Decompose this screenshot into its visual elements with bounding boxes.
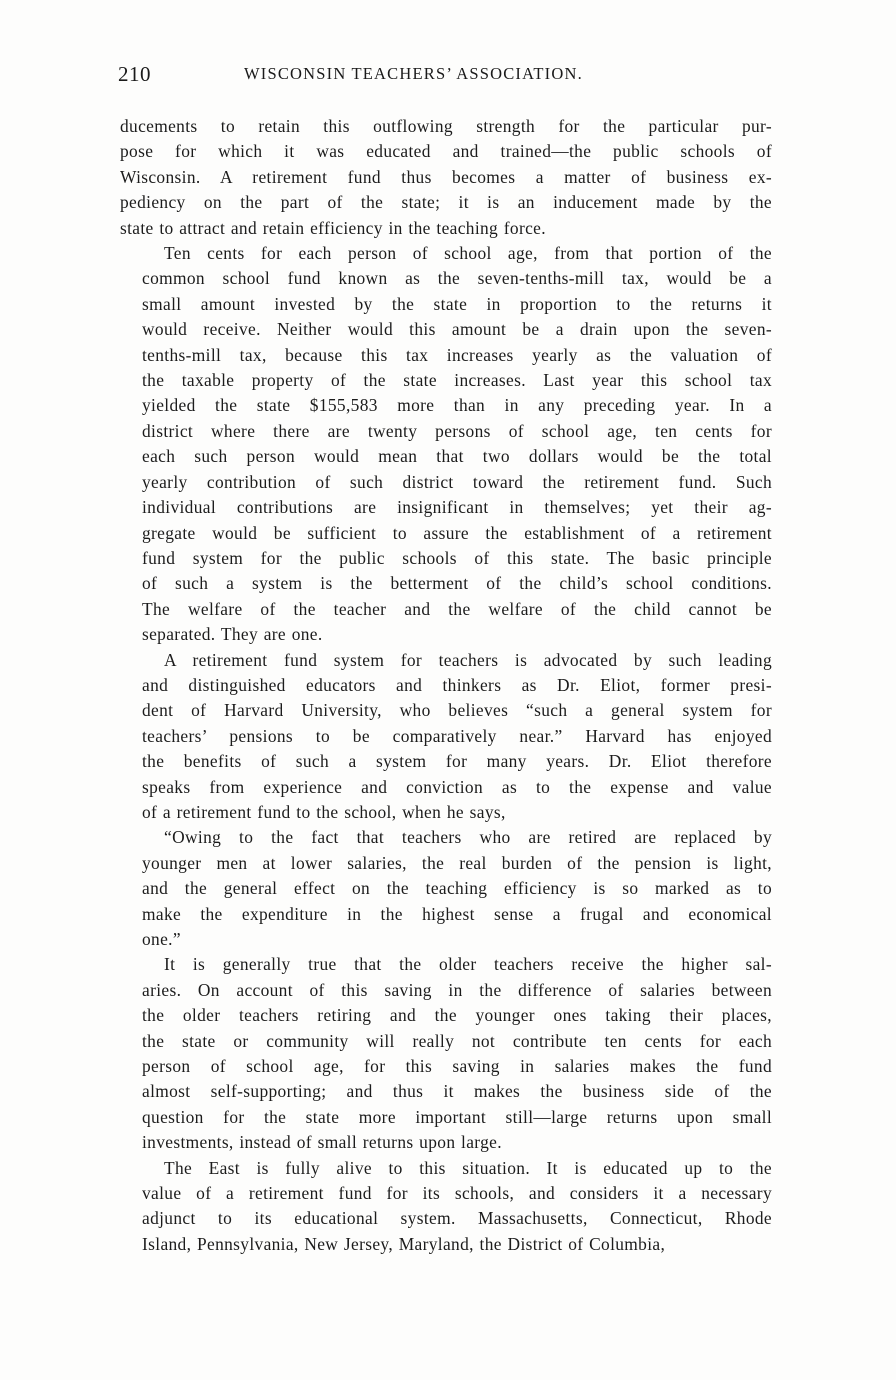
text-line: It is generally true that the older teachers receive the higher sal-: [164, 954, 772, 975]
paragraph: [120, 648, 772, 826]
text-line: value of a retirement fund for its schools, and considers it a necessary: [142, 1183, 772, 1204]
text-line: the benefits of such a system for many years. Dr. Eliot therefore: [142, 751, 772, 772]
paragraph: [120, 952, 772, 1155]
text-line: gregate would be sufficient to assure the establishment of a retirement: [142, 522, 772, 543]
text-line: younger men at lower salaries, the real burden of the pension is light,: [142, 852, 772, 873]
text-line: and the general effect on the teaching efficiency is so marked as to: [142, 878, 772, 899]
running-head: WISCONSIN TEACHERS’ ASSOCIATION.: [244, 64, 583, 83]
text-line: almost self-supporting; and thus it makes the business side of the: [142, 1081, 772, 1102]
text-line: common school fund known as the seven-tenths-mill tax, would be a: [142, 268, 772, 289]
text-line: speaks from experience and conviction as to the expense and value: [142, 776, 772, 797]
text-line: pose for which it was educated and trained—the public schools of: [120, 141, 772, 162]
text-line: make the expenditure in the highest sense a frugal and economical: [142, 903, 772, 924]
text-line: dent of Harvard University, who believes “such a general system for: [142, 700, 772, 721]
text-line: yielded the state $155,583 more than in any preceding year. In a: [142, 395, 772, 416]
text-line: Wisconsin. A retirement fund thus becomes a matter of business ex-: [120, 166, 772, 187]
paragraph: [120, 825, 772, 952]
text-line: district where there are twenty persons of school age, ten cents for: [142, 420, 772, 441]
body-text: [120, 114, 772, 1257]
text-line: pediency on the part of the state; it is an inducement made by the: [120, 192, 772, 213]
text-line: and distinguished educators and thinkers as Dr. Eliot, former presi-: [142, 674, 772, 695]
text-line: yearly contribution of such district toward the retirement fund. Such: [142, 471, 772, 492]
page-number: 210: [118, 62, 151, 86]
text-line: of such a system is the betterment of the child’s school conditions.: [142, 573, 772, 594]
paragraph: [120, 1156, 772, 1258]
text-line: investments, instead of small returns upon large.: [142, 1132, 502, 1153]
text-line: the older teachers retiring and the younger ones taking their places,: [142, 1005, 772, 1026]
text-line: state to attract and retain efficiency in the teaching force.: [120, 217, 546, 238]
text-line: small amount invested by the state in proportion to the returns it: [142, 293, 772, 314]
text-line: the taxable property of the state increases. Last year this school tax: [142, 370, 772, 391]
text-line: tenths-mill tax, because this tax increases yearly as the valuation of: [142, 344, 772, 365]
text-line: adjunct to its educational system. Massachusetts, Connecticut, Rhode: [142, 1208, 772, 1229]
text-line: of a retirement fund to the school, when he says,: [142, 801, 506, 822]
text-line: The welfare of the teacher and the welfare of the child cannot be: [142, 598, 772, 619]
text-line: fund system for the public schools of this state. The basic principle: [142, 547, 772, 568]
text-line: person of school age, for this saving in salaries makes the fund: [142, 1056, 772, 1077]
paragraph: [120, 114, 772, 241]
text-line: Ten cents for each person of school age, from that portion of the: [164, 243, 772, 264]
text-line: each such person would mean that two dollars would be the total: [142, 446, 772, 467]
text-line: ducements to retain this outflowing strength for the particular pur-: [120, 116, 772, 136]
text-line: teachers’ pensions to be comparatively near.” Harvard has enjoyed: [142, 725, 772, 746]
text-line: “Owing to the fact that teachers who are retired are replaced by: [164, 827, 772, 848]
text-line: would receive. Neither would this amount be a drain upon the seven-: [142, 319, 772, 340]
text-line: The East is fully alive to this situation. It is educated up to the: [164, 1157, 772, 1178]
paragraph: [120, 241, 772, 648]
text-line: A retirement fund system for teachers is advocated by such leading: [164, 649, 772, 670]
page-header: [118, 62, 674, 88]
text-line: aries. On account of this saving in the difference of salaries between: [142, 979, 772, 1000]
text-line: Island, Pennsylvania, New Jersey, Maryland, the District of Columbia,: [142, 1233, 666, 1254]
text-line: one.”: [142, 929, 181, 949]
text-line: the state or community will really not contribute ten cents for each: [142, 1030, 772, 1051]
text-line: separated. They are one.: [142, 624, 323, 645]
text-line: individual contributions are insignificant in themselves; yet their ag-: [142, 497, 772, 518]
text-line: question for the state more important still—large returns upon small: [142, 1106, 772, 1127]
